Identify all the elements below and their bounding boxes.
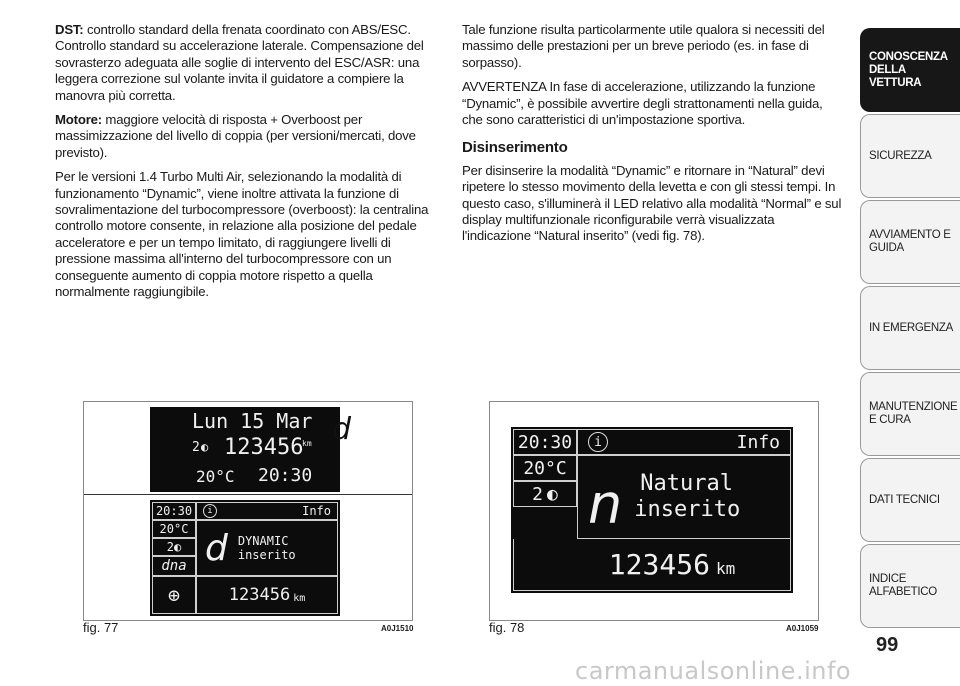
gear-value: 2 [532, 483, 543, 505]
info-icon: i [588, 432, 608, 452]
mode-line1: Natural [640, 471, 733, 496]
right-column [462, 22, 842, 253]
cell-temp: 20°C [513, 455, 577, 481]
motore-paragraph [55, 112, 440, 161]
cell-gear [513, 481, 577, 507]
display-odometer: 123456 [224, 435, 304, 460]
cell-temp: 20°C [152, 520, 196, 538]
odometer-value: 123456 [228, 585, 291, 605]
headlight-icon: ◐ [201, 440, 209, 454]
figure-77 [83, 401, 413, 621]
display-temp: 20°C [196, 467, 235, 486]
headlight-icon: ◐ [174, 540, 182, 554]
info-label: Info [736, 431, 780, 453]
mode-line2: inserito [634, 497, 741, 522]
cell-odometer [196, 576, 338, 614]
page-number: 99 [876, 634, 899, 656]
cell-mode [577, 455, 791, 539]
odometer-value: 123456 [608, 548, 710, 581]
cell-time: 20:30 [513, 429, 577, 455]
gear-value: 2 [166, 540, 174, 554]
section-heading: Disinserimento [462, 139, 568, 157]
tab-in-emergenza[interactable]: IN EMERGENZA [860, 286, 960, 370]
figure-divider [84, 494, 412, 495]
motore-text: maggiore velocità di risposta + Overboost per massimizzazione del livello di coppia (per versioni/mercati, dove previsto). [55, 112, 416, 160]
mode-letter: d [205, 527, 228, 569]
bottom-display [150, 500, 340, 616]
info-icon: i [203, 504, 217, 518]
mode-text [634, 471, 740, 523]
dst-paragraph [55, 22, 440, 104]
mode-line1: DYNAMIC [237, 534, 289, 548]
figure-77-caption: fig. 77 [83, 620, 119, 635]
mode-letter-outside: d [332, 412, 352, 447]
warning-paragraph: AVVERTENZA In fase di accelerazione, utilizzando la funzione “Dynamic”, è possibile avvertire degli strattonamenti nella guida, che sono caratteristici di un'impostazione sportiva. [462, 79, 823, 128]
display-time: 20:30 [258, 465, 313, 486]
dst-label: DST: [55, 22, 84, 37]
tab-indice-alfabetico[interactable]: INDICE ALFABETICO [860, 544, 960, 628]
tab-sicurezza[interactable]: SICUREZZA [860, 114, 960, 198]
cell-info [196, 502, 338, 520]
watermark: carmanualsonline.info [575, 657, 852, 685]
mode-letter: n [588, 472, 623, 536]
mode-line2: inserito [237, 548, 296, 562]
natural-display [511, 427, 793, 593]
dst-text: controllo standard della frenata coordinato con ABS/ESC. Controllo standard su accelerazione laterale. Compensazione del sovrasterzo adeguata alle soglie di intervento del ESC/ASR: una leggera correzione sul volante invita il guidatore a compiere la manovra più corretta. [55, 22, 424, 103]
cell-dna: dna [152, 556, 196, 576]
figure-78-caption: fig. 78 [489, 620, 525, 635]
display-date: Lun 15 Mar [192, 409, 313, 433]
top-display [150, 407, 340, 492]
globe-icon: ⊕ [167, 583, 181, 607]
overboost-paragraph: Per le versioni 1.4 Turbo Multi Air, selezionando la modalità di funzionamento “Dynamic”, viene inoltre attivata la funzione di sovralimentazione del turbocompressore (overboost): la centralina controllo motore consente, in relazione alla posizione del pedale acceleratore e per un tempo limitato, di raggiungere livelli di pressione massima all'interno del turbocompressore con un conseguente aumento di coppia motore rispetto a quella normalmente raggiungibile. [55, 169, 429, 300]
cell-info [577, 429, 791, 455]
tab-dati-tecnici[interactable]: DATI TECNICI [860, 458, 960, 542]
cell-gear [152, 538, 196, 556]
display-km: km [302, 439, 312, 448]
tab-manutenzione-e-cura[interactable]: MANUTENZIONE E CURA [860, 372, 960, 456]
info-label: Info [302, 504, 331, 518]
cell-time: 20:30 [152, 502, 196, 520]
usage-paragraph: Tale funzione risulta particolarmente utile qualora si necessiti del massimo delle prestazioni per un breve periodo (es. in fase di sorpasso). [462, 22, 825, 70]
figure-77-code: A0J1510 [381, 624, 414, 633]
disable-paragraph: Per disinserire la modalità “Dynamic” e ritornare in “Natural” devi ripetere lo stesso movimento della levetta e con gli stessi tempi. In questo caso, s'illuminerà il LED relativo alla modalità “Normal” e sul display multifunzionale riconfigurabile verrà visualizzata l'indicazione “Natural inserito” (vedi fig. 78). [462, 162, 842, 244]
figure-78 [489, 401, 819, 621]
motore-label: Motore: [55, 112, 102, 128]
figure-78-code: A0J1059 [786, 624, 819, 633]
mode-text [238, 534, 296, 562]
cell-globe [152, 576, 196, 614]
display-gear: 2 [192, 440, 200, 455]
headlight-icon: ◐ [547, 483, 558, 505]
odometer-unit: km [715, 559, 736, 578]
left-column [55, 22, 440, 309]
tab-avviamento-e-guida[interactable]: AVVIAMENTO E GUIDA [860, 200, 960, 284]
odometer-unit: km [293, 592, 306, 604]
cell-odometer [513, 539, 791, 591]
cell-mode [196, 520, 338, 576]
tab-conoscenza-della-vettura[interactable]: CONOSCENZA DELLA VETTURA [860, 28, 960, 112]
